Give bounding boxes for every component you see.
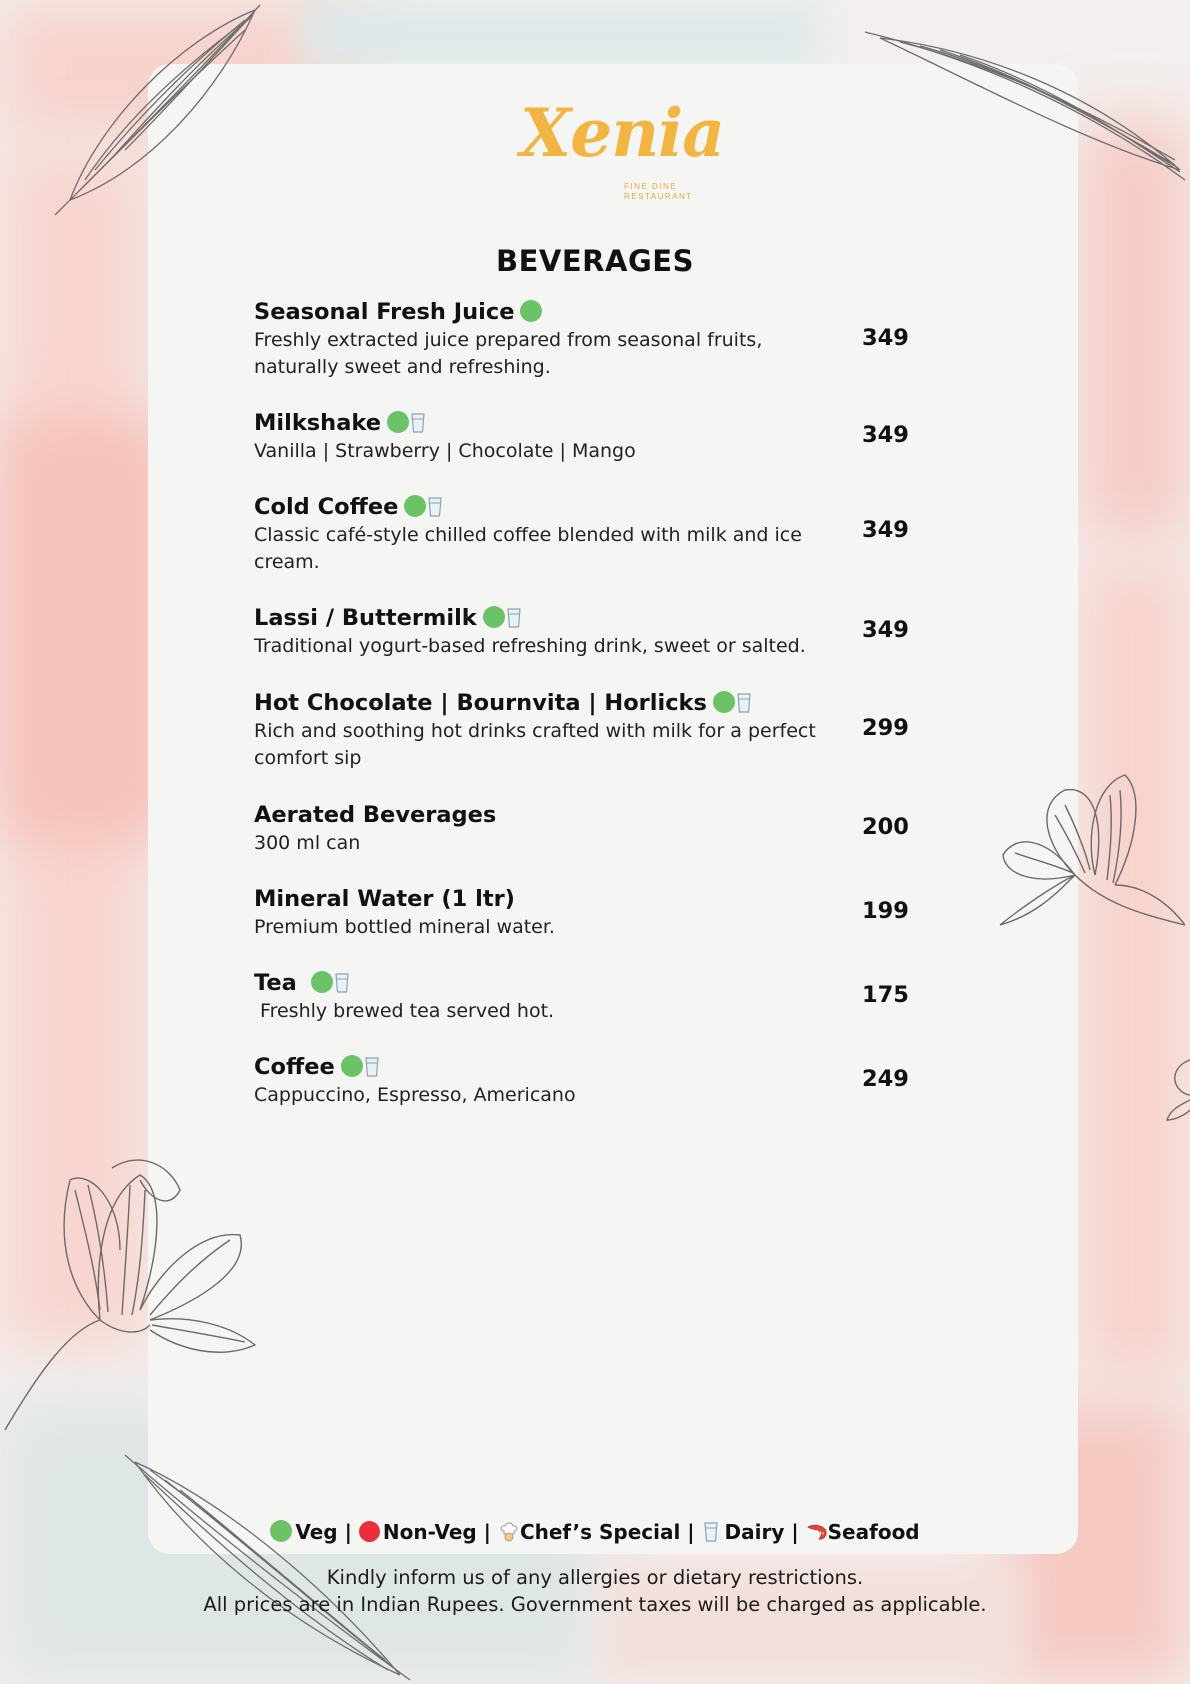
item-price: 200 [862,814,909,840]
veg-dot-icon [341,1055,363,1077]
menu-item [254,408,934,465]
menu-item [254,884,934,941]
logo-subtitle [624,182,693,202]
veg-dot-icon [520,300,542,322]
flower-illustration [995,765,1190,965]
item-name-text: Lassi / Buttermilk [254,605,477,631]
leaf-illustration [40,0,280,230]
shrimp-icon [806,1522,828,1542]
item-name-text: Seasonal Fresh Juice [254,299,515,325]
legend-seafood: Seafood [827,1520,920,1544]
item-name-text: Mineral Water (1 ltr) [254,886,515,912]
leaf-illustration [860,20,1190,190]
logo-subtitle-line2: RESTAURANT [624,192,693,201]
item-description: Freshly brewed tea served hot. [254,1000,555,1022]
item-description: Premium bottled mineral water. [254,916,555,938]
item-description: Traditional yogurt-based refreshing drink, sweet or salted. [254,635,806,657]
dairy-glass-icon [704,1522,718,1542]
menu-item [254,1052,934,1109]
legend-separator: | [483,1520,491,1544]
veg-dot-icon [483,606,505,628]
veg-dot-icon [713,691,735,713]
veg-dot-icon [387,411,409,433]
flower-illustration [0,1120,280,1440]
logo-wordmark: Xenia [520,94,725,172]
item-name [254,408,934,438]
menu-item [254,968,934,1025]
item-description: Freshly extracted juice prepared from seasonal fruits, naturally sweet and refreshing. [254,329,763,378]
item-price: 199 [862,898,909,924]
dairy-glass-icon [335,973,349,993]
item-price: 349 [862,422,909,448]
page-title: BEVERAGES [496,244,694,278]
item-name-text: Hot Chocolate | Bournvita | Horlicks [254,690,707,716]
dairy-glass-icon [365,1057,379,1077]
item-name [254,688,934,718]
item-name-text: Milkshake [254,410,381,436]
item-name [254,297,934,327]
chef-icon [498,1522,520,1542]
item-description: Cappuccino, Espresso, Americano [254,1084,576,1106]
item-price: 349 [862,325,909,351]
item-name [254,800,934,830]
item-price: 299 [862,715,909,741]
allergy-note: Kindly inform us of any allergies or dietary restrictions. [326,1566,864,1589]
menu-item [254,800,934,857]
item-description: Vanilla | Strawberry | Chocolate | Mango [254,440,636,462]
non-veg-dot-icon [359,1521,380,1542]
legend-separator: | [687,1520,695,1544]
menu-item [254,603,934,660]
legend-non-veg: Non-Veg [382,1520,477,1544]
item-description: Rich and soothing hot drinks crafted with milk for a perfect comfort sip [254,720,816,769]
item-name-text: Coffee [254,1054,335,1080]
item-name [254,1052,934,1082]
dairy-glass-icon [737,693,751,713]
xenia-logo [510,94,725,212]
item-price: 249 [862,1066,909,1092]
item-name-text: Tea [254,970,297,996]
menu-item [254,297,934,381]
legend-veg: Veg [295,1520,338,1544]
logo-subtitle-line1: FINE DINE [624,182,678,191]
item-name-text: Cold Coffee [254,494,399,520]
veg-dot-icon [270,1520,292,1542]
dairy-glass-icon [428,497,442,517]
item-name [254,603,934,633]
item-description: 300 ml can [254,832,361,854]
item-name [254,968,934,998]
item-price: 349 [862,617,909,643]
item-price: 349 [862,517,909,543]
item-name-text: Aerated Beverages [254,802,497,828]
legend-dairy: Dairy [724,1520,785,1544]
item-price: 175 [862,982,909,1008]
item-name [254,884,934,914]
menu-item [254,688,934,772]
legend-separator: | [344,1520,352,1544]
dairy-glass-icon [411,413,425,433]
dairy-glass-icon [507,608,521,628]
item-description: Classic café-style chilled coffee blended with milk and ice cream. [254,524,802,573]
legend-chef-special: Chef’s Special [519,1520,681,1544]
dietary-legend [0,1520,1190,1544]
price-note: All prices are in Indian Rupees. Government taxes will be charged as applicable. [203,1593,987,1616]
menu-item [254,492,934,576]
item-name [254,492,934,522]
flower-illustration [1165,1050,1190,1130]
veg-dot-icon [404,495,426,517]
veg-dot-icon [311,971,333,993]
legend-separator: | [791,1520,799,1544]
